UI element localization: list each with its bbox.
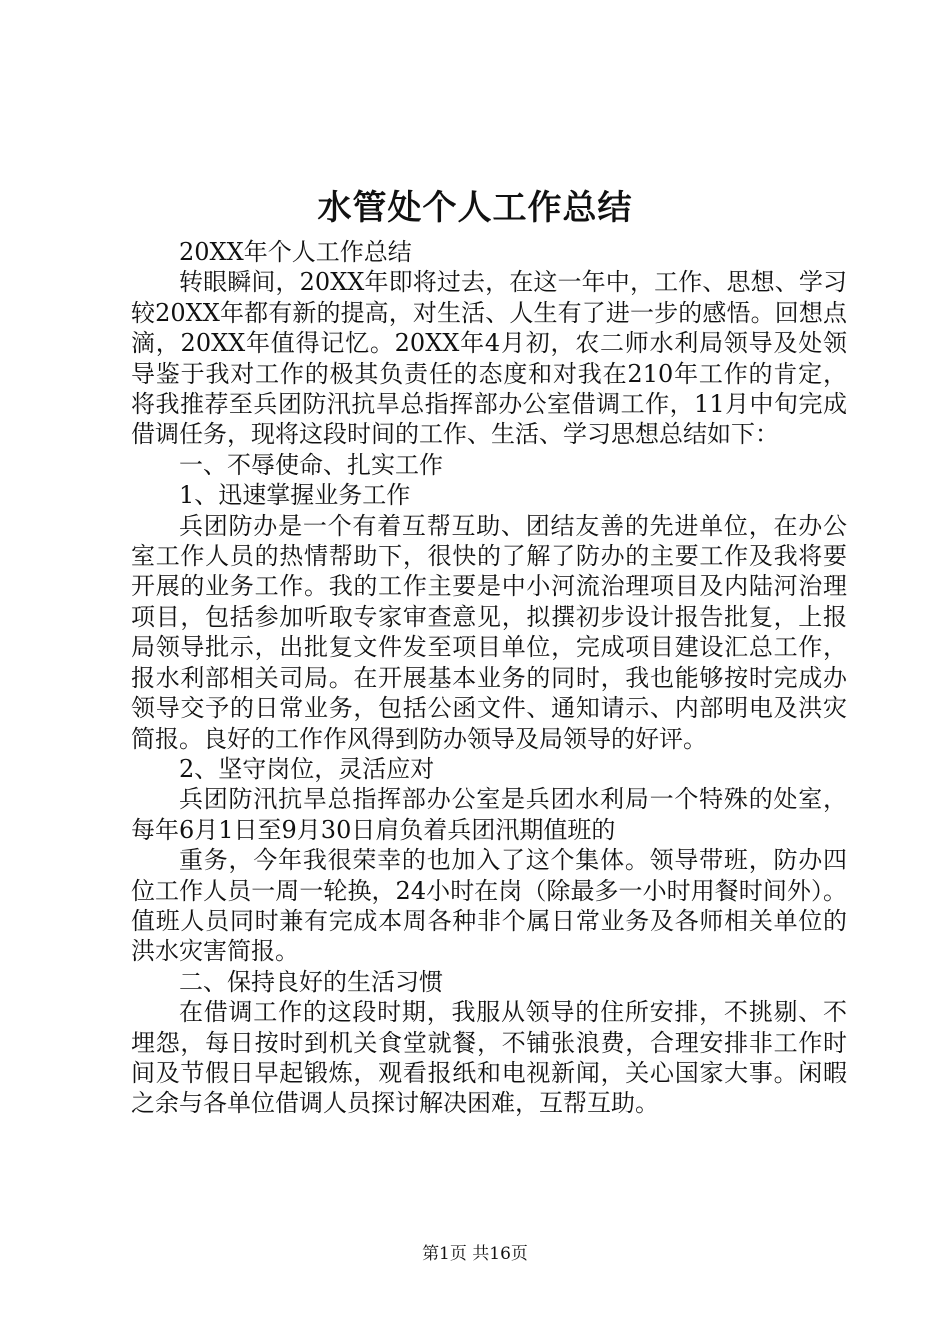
- heading-subsection-1: 1、迅速掌握业务工作: [179, 481, 411, 510]
- heading-subsection-2: 2、坚守岗位，灵活应对: [179, 754, 435, 783]
- paragraph-subtitle: 20XX年个人工作总结: [179, 238, 412, 266]
- document-title: 水管处个人工作总结: [317, 188, 633, 228]
- paragraph-living-habits: 在借调工作的这段时期，我服从领导的住所安排，不挑剔、不埋怨，每日按时到机关食堂就餐，不铺张浪费，合理安排非工作时间及节假日早起锻炼，观看报纸和电视新闻，关心国家大事。闲暇之余与各单位借调人员探讨解决困难，互帮互助。: [131, 998, 847, 1118]
- heading-section-2: 二、保持良好的生活习惯: [179, 967, 443, 996]
- paragraph-intro: 转眼瞬间，20XX年即将过去，在这一年中，工作、思想、学习较20XX年都有新的提高，对生活、人生有了进一步的感悟。回想点滴，20XX年值得记忆。20XX年4月初，农二师水利局领导及处领导鉴于我对工作的极其负责任的态度和对我在210年工作的肯定，将我推荐至兵团防汛抗旱总指挥部办公室借调工作，11月中旬完成借调任务，现将这段时间的工作、生活、学习思想总结如下：: [131, 268, 847, 449]
- paragraph-business-work: 兵团防办是一个有着互帮互助、团结友善的先进单位，在办公室工作人员的热情帮助下，很快的了解了防办的主要工作及我将要开展的业务工作。我的工作主要是中小河流治理项目及内陆河治理项目，包括参加听取专家审查意见，拟撰初步设计报告批复，上报局领导批示，出批复文件发至项目单位，完成项目建设汇总工作，报水利部相关司局。在开展基本业务的同时，我也能够按时完成办领导交予的日常业务，包括公函文件、通知请示、内部明电及洪灾简报。良好的工作作风得到防办领导及局领导的好评。: [131, 511, 847, 753]
- paragraph-duty-post: 兵团防汛抗旱总指挥部办公室是兵团水利局一个特殊的处室，每年6月1日至9月30日肩负着兵团汛期值班的: [131, 785, 847, 844]
- page-footer: 第1页 共16页: [422, 1244, 528, 1264]
- paragraph-duty-detail: 重务，今年我很荣幸的也加入了这个集体。领导带班，防办四位工作人员一周一轮换，24小时在岗（除最多一小时用餐时间外）。值班人员同时兼有完成本周各种非个属日常业务及各师相关单位的洪水灾害简报。: [131, 846, 847, 966]
- document-body: [131, 237, 847, 1119]
- heading-section-1: 一、不辱使命、扎实工作: [179, 450, 443, 479]
